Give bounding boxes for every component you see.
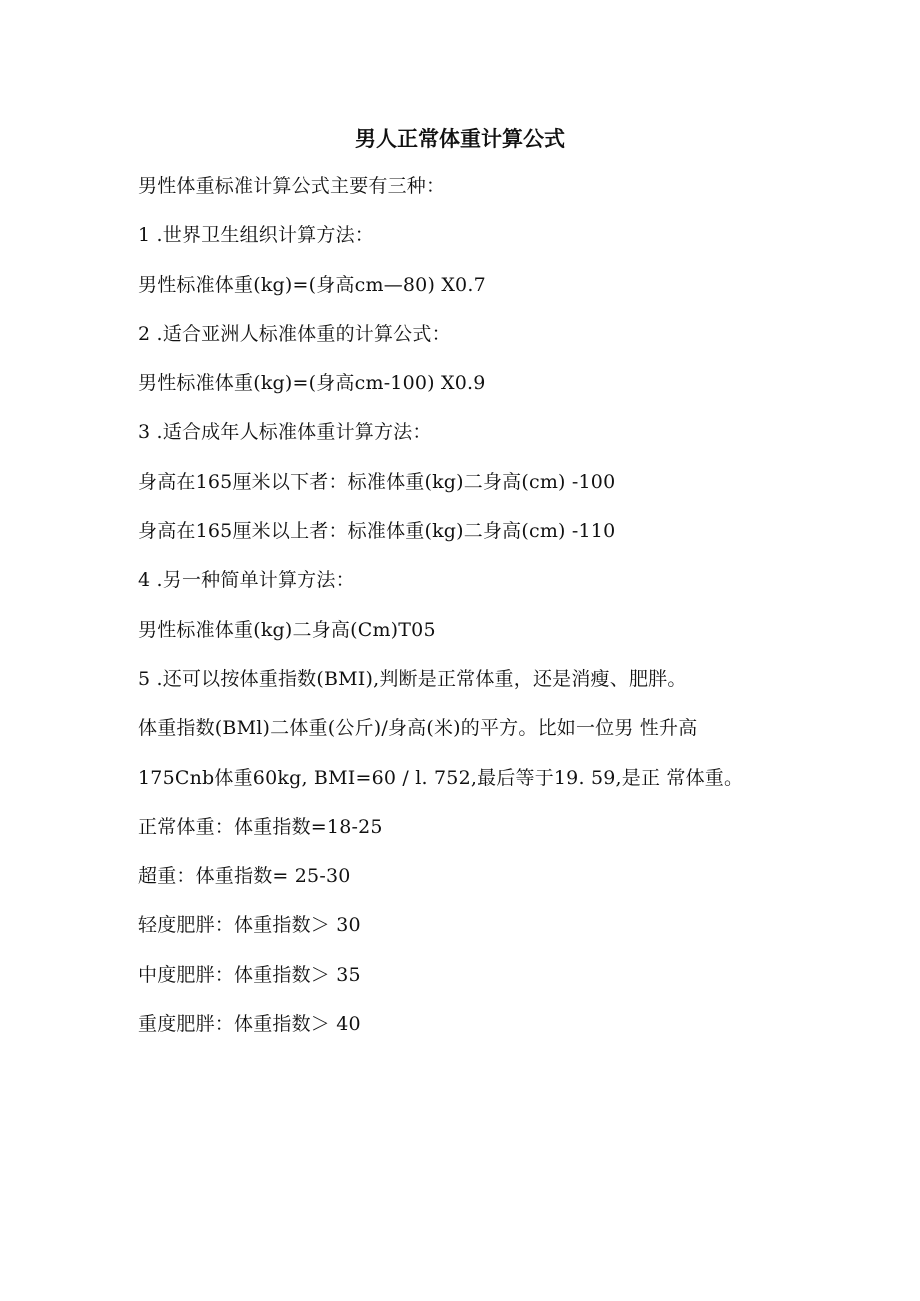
method-2-formula: 男性标准体重(kg)=(身高cm-100) X0.9: [138, 372, 486, 395]
bmi-severe-obesity: 重度肥胖：体重指数＞ 40: [138, 1013, 361, 1036]
method-3-formula-above-165: 身高在165厘米以上者：标准体重(kg)二身高(cm) -110: [138, 520, 616, 543]
bmi-normal: 正常体重：体重指数=18-25: [138, 815, 383, 838]
method-5-heading: 5 .还可以按体重指数(BMI),判断是正常体重，还是消瘦、肥胖。: [138, 667, 687, 690]
method-3-heading: 3 .适合成年人标准体重计算方法：: [138, 421, 432, 444]
bmi-overweight: 超重：体重指数= 25-30: [138, 865, 351, 888]
method-4-formula: 男性标准体重(kg)二身高(Cm)T05: [138, 618, 436, 641]
document-title: 男人正常体重计算公式: [355, 127, 565, 151]
method-4-heading: 4 .另一种简单计算方法：: [138, 569, 355, 592]
document-body: [138, 171, 798, 1058]
intro-line: 男性体重标准计算公式主要有三种：: [138, 175, 446, 197]
method-1-heading: 1 .世界卫生组织计算方法：: [138, 224, 374, 247]
method-1-formula: 男性标准体重(kg)=(身高cm—80) X0.7: [138, 273, 486, 296]
method-3-formula-below-165: 身高在165厘米以下者：标准体重(kg)二身高(cm) -100: [138, 470, 616, 493]
bmi-mild-obesity: 轻度肥胖：体重指数＞ 30: [138, 914, 361, 937]
method-2-heading: 2 .适合亚洲人标准体重的计算公式：: [138, 322, 451, 345]
bmi-example: 175Cnb体重60kg, BMI=60 / l. 752,最后等于19. 59,是正 常体重。: [138, 766, 744, 789]
bmi-definition: 体重指数(BMl)二体重(公斤)/身高(米)的平方。比如一位男 性升高: [138, 717, 698, 740]
bmi-moderate-obesity: 中度肥胖：体重指数＞ 35: [138, 963, 361, 986]
